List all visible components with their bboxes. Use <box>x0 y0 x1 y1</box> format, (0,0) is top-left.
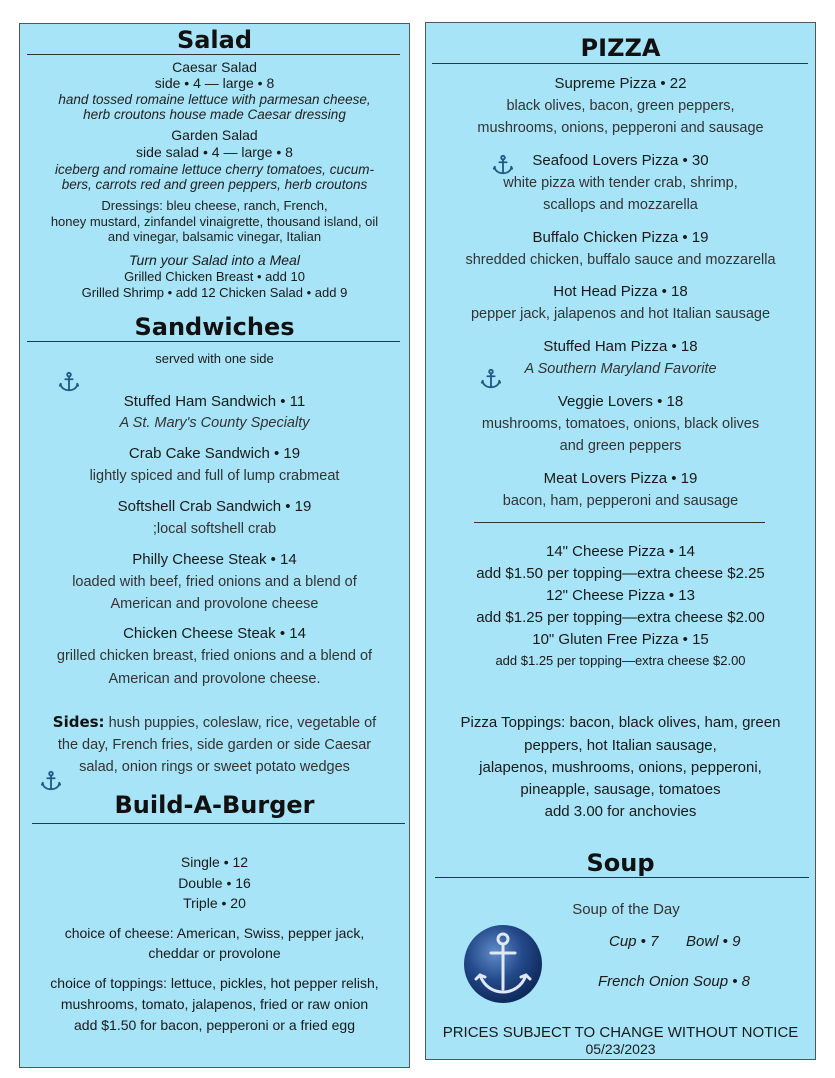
burger-cheese-1: choice of cheese: American, Swiss, pepper jack, <box>64 925 365 941</box>
pizza-item-desc: black olives, bacon, green peppers, <box>506 98 735 114</box>
dressings-line-2: honey mustard, zinfandel vinaigrette, thousand island, oil <box>50 214 379 229</box>
burger-toppings-3: add $1.50 for bacon, pepperoni or a fried egg <box>74 1017 355 1033</box>
garden-salad-name: Garden Salad <box>171 127 258 143</box>
french-onion-soup: French Onion Soup • 8 <box>598 973 751 990</box>
sandwich-item-name: Crab Cake Sandwich • 19 <box>128 445 301 462</box>
caesar-salad-price: side • 4 — large • 8 <box>154 75 275 91</box>
garden-salad-price: side salad • 4 — large • 8 <box>136 144 293 160</box>
pizza-toppings-4: pineapple, sausage, tomatoes <box>520 781 721 798</box>
soup-cup: Cup • 7 <box>609 933 659 950</box>
burger-double: Double • 16 <box>178 875 251 891</box>
sandwich-item-desc: American and provolone cheese. <box>108 671 321 687</box>
sandwich-item-desc: grilled chicken breast, fried onions and a blend of <box>56 648 373 664</box>
sandwich-item-desc: A St. Mary's County Specialty <box>119 415 310 431</box>
cheese-pizza-12: 12" Cheese Pizza • 13 <box>546 587 695 604</box>
burger-heading: Build-A-Burger <box>114 791 315 819</box>
cheese-pizza-12-add: add $1.25 per topping—extra cheese $2.00 <box>476 609 765 626</box>
pizza-item-name: Supreme Pizza • 22 <box>554 75 687 92</box>
pizza-item-desc: bacon, ham, pepperoni and sausage <box>502 493 739 509</box>
garden-salad-desc-2: bers, carrots red and green peppers, herb croutons <box>61 177 368 192</box>
pizza-item-desc: A Southern Maryland Favorite <box>524 361 717 377</box>
pizza-divider <box>432 63 808 64</box>
pizza-item-desc: and green peppers <box>559 438 682 454</box>
burger-triple: Triple • 20 <box>183 895 246 911</box>
pizza-item-desc: scallops and mozzarella <box>543 197 698 213</box>
meal-title: Turn your Salad into a Meal <box>129 252 300 268</box>
gluten-free-pizza-10: 10" Gluten Free Pizza • 15 <box>532 631 709 648</box>
sides-line-1 <box>20 711 409 734</box>
sandwiches-note: served with one side <box>155 351 274 366</box>
pizza-toppings-1: Pizza Toppings: bacon, black olives, ham, green <box>460 714 781 731</box>
soup-divider <box>435 877 809 878</box>
salad-heading: Salad <box>176 26 253 54</box>
dressings-line-3: and vinegar, balsamic vinegar, Italian <box>107 229 322 244</box>
caesar-salad-desc-2: herb croutons house made Caesar dressing <box>83 107 346 122</box>
soup-heading: Soup <box>586 849 655 877</box>
dressings-line-1: Dressings: bleu cheese, ranch, French, <box>101 198 328 213</box>
pizza-toppings-2: peppers, hot Italian sausage, <box>524 737 717 754</box>
meal-chicken: Grilled Chicken Breast • add 10 <box>124 269 305 284</box>
menu-date: 05/23/2023 <box>585 1041 656 1057</box>
soup-bowl: Bowl • 9 <box>686 933 741 950</box>
pizza-item-desc: pepper jack, jalapenos and hot Italian sausage <box>470 306 771 322</box>
sides-label: Sides: <box>52 713 105 731</box>
sandwich-item-name: Softshell Crab Sandwich • 19 <box>117 498 312 515</box>
pizza-item-desc: white pizza with tender crab, shrimp, <box>503 175 738 191</box>
sandwich-item-name: Chicken Cheese Steak • 14 <box>123 625 306 642</box>
soup-of-the-day: Soup of the Day <box>572 901 680 918</box>
pizza-toppings-3: jalapenos, mushrooms, onions, pepperoni, <box>479 759 762 776</box>
left-menu-panel <box>19 23 410 1068</box>
caesar-salad-name: Caesar Salad <box>172 59 257 75</box>
sides-line-3: salad, onion rings or sweet potato wedges <box>79 759 350 775</box>
burger-divider <box>32 823 405 824</box>
anchor-logo <box>462 923 544 1010</box>
burger-single: Single • 12 <box>180 854 249 870</box>
sandwiches-heading: Sandwiches <box>134 313 295 341</box>
meal-shrimp: Grilled Shrimp • add 12 Chicken Salad • add 9 <box>81 285 348 300</box>
pizza-item-desc: mushrooms, onions, pepperoni and sausage <box>477 120 764 136</box>
burger-toppings-1: choice of toppings: lettuce, pickles, hot pepper relish, <box>50 975 379 991</box>
pizza-toppings-5: add 3.00 for anchovies <box>544 803 697 820</box>
right-menu-panel <box>425 22 816 1060</box>
burger-cheese-2: cheddar or provolone <box>148 945 281 961</box>
sandwich-item-name: Stuffed Ham Sandwich • 11 <box>123 393 306 410</box>
caesar-salad-desc-1: hand tossed romaine lettuce with parmesan cheese, <box>58 92 371 107</box>
pizza-heading: PIZZA <box>580 34 661 62</box>
sandwich-item-name: Philly Cheese Steak • 14 <box>132 551 297 568</box>
pizza-item-name: Stuffed Ham Pizza • 18 <box>543 338 698 355</box>
sandwich-item-desc: ;local softshell crab <box>152 521 277 537</box>
pizza-item-name: Seafood Lovers Pizza • 30 <box>532 152 709 169</box>
pizza-item-name: Buffalo Chicken Pizza • 19 <box>532 229 709 246</box>
sandwich-item-desc: American and provolone cheese <box>110 596 319 612</box>
sides-text-1: hush puppies, coleslaw, rice, vegetable of <box>108 715 377 731</box>
burger-toppings-2: mushrooms, tomato, jalapenos, fried or raw onion <box>60 996 369 1012</box>
salad-divider <box>27 54 400 55</box>
sandwich-item-desc: lightly spiced and full of lump crabmeat <box>89 468 340 484</box>
gluten-free-pizza-10-add: add $1.25 per topping—extra cheese $2.00 <box>495 653 746 668</box>
price-notice: PRICES SUBJECT TO CHANGE WITHOUT NOTICE <box>442 1024 799 1041</box>
pizza-item-name: Hot Head Pizza • 18 <box>553 283 688 300</box>
cheese-pizza-14: 14" Cheese Pizza • 14 <box>546 543 695 560</box>
sides-line-2: the day, French fries, side garden or side Caesar <box>57 737 372 753</box>
sandwiches-divider <box>27 341 400 342</box>
pizza-item-desc: shredded chicken, buffalo sauce and mozzarella <box>465 252 776 268</box>
pizza-item-desc: mushrooms, tomatoes, onions, black olives <box>481 416 760 432</box>
garden-salad-desc-1: iceberg and romaine lettuce cherry tomatoes, cucum- <box>55 162 374 177</box>
pizza-item-name: Meat Lovers Pizza • 19 <box>543 470 698 487</box>
cheese-pizza-divider <box>474 522 765 523</box>
cheese-pizza-14-add: add $1.50 per topping—extra cheese $2.25 <box>476 565 765 582</box>
sandwich-item-desc: loaded with beef, fried onions and a blend of <box>72 574 357 590</box>
pizza-item-name: Veggie Lovers • 18 <box>557 393 684 410</box>
